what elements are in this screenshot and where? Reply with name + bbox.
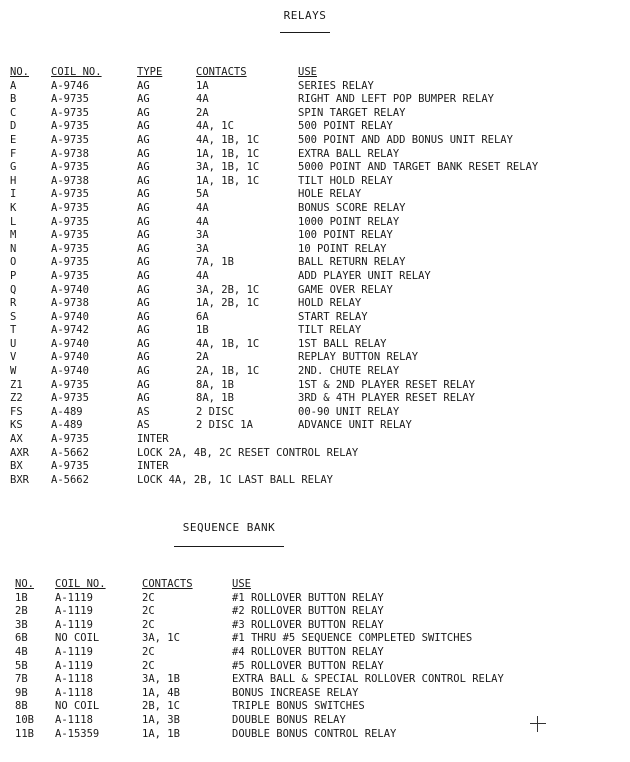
relay-no: S <box>10 310 17 323</box>
sequence-use: EXTRA BALL & SPECIAL ROLLOVER CONTROL RELAY <box>232 673 504 686</box>
sequence-contacts: 2C <box>142 591 155 604</box>
sequence-use: TRIPLE BONUS SWITCHES <box>232 700 365 713</box>
sequence-use: BONUS INCREASE RELAY <box>232 686 359 699</box>
relay-coil: A-9735 <box>51 256 89 269</box>
relay-no: T <box>10 324 17 337</box>
sequence-use: #5 ROLLOVER BUTTON RELAY <box>232 659 384 672</box>
relay-type: AG <box>137 351 150 364</box>
relay-no: L <box>10 215 17 228</box>
relay-type: AG <box>137 256 150 269</box>
relay-contacts: 3A <box>196 242 209 255</box>
header-type: TYPE <box>137 66 163 78</box>
sequence-contacts: 2C <box>142 659 155 672</box>
relay-use: ADD PLAYER UNIT RELAY <box>298 269 431 282</box>
relay-contacts: 8A, 1B <box>196 392 234 405</box>
relay-no: BX <box>10 460 23 473</box>
relay-contacts: 7A, 1B <box>196 256 234 269</box>
relay-no: E <box>10 133 17 146</box>
relay-contacts: 1A, 1B, 1C <box>196 174 260 187</box>
relay-type: AG <box>137 242 150 255</box>
sequence-contacts: 2B, 1C <box>142 700 180 713</box>
relay-use: TILT RELAY <box>298 324 362 337</box>
relay-no: C <box>10 106 17 119</box>
relay-type: AG <box>137 378 150 391</box>
sequence-use: #4 ROLLOVER BUTTON RELAY <box>232 645 384 658</box>
relay-contacts: 2A, 1B, 1C <box>196 365 260 378</box>
sequence-contacts: 3A, 1C <box>142 632 180 645</box>
sequence-no: 5B <box>15 659 28 672</box>
relay-use: 3RD & 4TH PLAYER RESET RELAY <box>298 392 476 405</box>
relay-contacts: 2A <box>196 106 209 119</box>
relay-no: R <box>10 297 17 310</box>
relay-coil: A-9735 <box>51 188 89 201</box>
relay-contacts: 2 DISC <box>196 405 234 418</box>
relay-no: BXR <box>10 473 29 486</box>
relay-coil: A-5662 <box>51 473 89 486</box>
sequence-no: 11B <box>15 727 34 740</box>
relay-coil: A-9735 <box>51 378 89 391</box>
relay-coil: A-9742 <box>51 324 89 337</box>
crosshair-cursor-icon <box>530 716 546 732</box>
sequence-use: DOUBLE BONUS CONTROL RELAY <box>232 727 397 740</box>
sequence-title: SEQUENCE BANK <box>182 521 276 534</box>
relay-use: BONUS SCORE RELAY <box>298 201 406 214</box>
relay-detail: INTER <box>137 460 169 473</box>
sequence-contacts: 3A, 1B <box>142 673 180 686</box>
relay-type: AG <box>137 269 150 282</box>
sequence-no: 6B <box>15 632 28 645</box>
relays-title-rule <box>280 32 330 33</box>
relay-coil: A-9735 <box>51 201 89 214</box>
relay-no: A <box>10 79 17 92</box>
relay-coil: A-9740 <box>51 365 89 378</box>
relay-detail: LOCK 2A, 4B, 2C RESET CONTROL RELAY <box>137 446 359 459</box>
sequence-contacts: 1A, 3B <box>142 713 180 726</box>
relay-type: AG <box>137 120 150 133</box>
relay-use: 1ST BALL RELAY <box>298 337 387 350</box>
relay-coil: A-489 <box>51 405 83 418</box>
relay-no: FS <box>10 405 23 418</box>
relay-use: 1ST & 2ND PLAYER RESET RELAY <box>298 378 476 391</box>
relay-type: AG <box>137 147 150 160</box>
relay-type: AG <box>137 201 150 214</box>
relay-no: KS <box>10 419 23 432</box>
relay-coil: A-9738 <box>51 174 89 187</box>
relay-coil: A-9735 <box>51 215 89 228</box>
relay-contacts: 1A <box>196 79 209 92</box>
relay-contacts: 1A, 2B, 1C <box>196 297 260 310</box>
relay-coil: A-489 <box>51 419 83 432</box>
relay-contacts: 4A, 1C <box>196 120 234 133</box>
header-use: USE <box>232 578 251 590</box>
relay-no: Z1 <box>10 378 23 391</box>
sequence-contacts: 2C <box>142 618 155 631</box>
relay-no: Q <box>10 283 17 296</box>
relay-no: K <box>10 201 17 214</box>
relay-no: F <box>10 147 17 160</box>
relay-use: SERIES RELAY <box>298 79 374 92</box>
sequence-use: #3 ROLLOVER BUTTON RELAY <box>232 618 384 631</box>
sequence-coil: A-1118 <box>55 673 93 686</box>
sequence-contacts: 2C <box>142 605 155 618</box>
sequence-coil: NO COIL <box>55 700 100 713</box>
relay-contacts: 2A <box>196 351 209 364</box>
relay-contacts: 4A <box>196 269 209 282</box>
relay-detail: INTER <box>137 433 169 446</box>
header-contacts: CONTACTS <box>142 578 193 590</box>
relay-coil: A-9735 <box>51 460 89 473</box>
relay-type: AG <box>137 365 150 378</box>
relay-coil: A-9735 <box>51 269 89 282</box>
relay-type: AG <box>137 161 150 174</box>
relay-coil: A-9735 <box>51 392 89 405</box>
relay-use: HOLE RELAY <box>298 188 362 201</box>
relay-no: AX <box>10 433 23 446</box>
relay-coil: A-9735 <box>51 93 89 106</box>
relay-no: B <box>10 93 17 106</box>
sequence-coil: A-1119 <box>55 618 93 631</box>
relay-coil: A-9735 <box>51 433 89 446</box>
sequence-contacts: 2C <box>142 645 155 658</box>
sequence-contacts: 1A, 1B <box>142 727 180 740</box>
relay-use: ADVANCE UNIT RELAY <box>298 419 412 432</box>
relay-coil: A-9738 <box>51 297 89 310</box>
relay-type: AG <box>137 283 150 296</box>
relay-contacts: 6A <box>196 310 209 323</box>
relay-coil: A-9735 <box>51 229 89 242</box>
sequence-use: #2 ROLLOVER BUTTON RELAY <box>232 605 384 618</box>
sequence-use: #1 ROLLOVER BUTTON RELAY <box>232 591 384 604</box>
relay-type: AG <box>137 188 150 201</box>
relay-use: BALL RETURN RELAY <box>298 256 406 269</box>
relay-use: 2ND. CHUTE RELAY <box>298 365 400 378</box>
relay-coil: A-9740 <box>51 337 89 350</box>
sequence-no: 8B <box>15 700 28 713</box>
relay-coil: A-9735 <box>51 242 89 255</box>
relay-no: N <box>10 242 17 255</box>
relay-type: AG <box>137 337 150 350</box>
relay-type: AG <box>137 310 150 323</box>
relay-no: D <box>10 120 17 133</box>
sequence-use: #1 THRU #5 SEQUENCE COMPLETED SWITCHES <box>232 632 473 645</box>
sequence-coil: A-1118 <box>55 713 93 726</box>
sequence-no: 1B <box>15 591 28 604</box>
relay-type: AG <box>137 106 150 119</box>
header-coil: COIL NO. <box>51 66 102 78</box>
relay-contacts: 1B <box>196 324 209 337</box>
relay-coil: A-9740 <box>51 351 89 364</box>
relay-contacts: 4A <box>196 201 209 214</box>
relay-coil: A-9735 <box>51 106 89 119</box>
sequence-no: 3B <box>15 618 28 631</box>
relay-use: EXTRA BALL RELAY <box>298 147 400 160</box>
relay-coil: A-9738 <box>51 147 89 160</box>
relay-type: AG <box>137 79 150 92</box>
sequence-no: 9B <box>15 686 28 699</box>
relay-coil: A-9740 <box>51 310 89 323</box>
relays-heading <box>250 9 360 33</box>
relay-no: H <box>10 174 17 187</box>
relay-type: AG <box>137 93 150 106</box>
relay-use: 1000 POINT RELAY <box>298 215 400 228</box>
relay-contacts: 2 DISC 1A <box>196 419 253 432</box>
header-coil: COIL NO. <box>55 578 106 590</box>
relay-type: AG <box>137 215 150 228</box>
relay-coil: A-9735 <box>51 161 89 174</box>
relay-type: AG <box>137 392 150 405</box>
relay-use: HOLD RELAY <box>298 297 362 310</box>
relay-no: V <box>10 351 17 364</box>
relay-contacts: 8A, 1B <box>196 378 234 391</box>
header-no: NO. <box>10 66 29 78</box>
sequence-coil: A-1119 <box>55 659 93 672</box>
sequence-heading <box>170 521 288 547</box>
relay-type: AG <box>137 133 150 146</box>
sequence-no: 7B <box>15 673 28 686</box>
sequence-contacts: 1A, 4B <box>142 686 180 699</box>
relay-use: 100 POINT RELAY <box>298 229 393 242</box>
relay-type: AG <box>137 229 150 242</box>
relay-use: 00-90 UNIT RELAY <box>298 405 400 418</box>
relay-type: AG <box>137 324 150 337</box>
sequence-coil: A-1119 <box>55 645 93 658</box>
relay-contacts: 1A, 1B, 1C <box>196 147 260 160</box>
sequence-coil: A-1118 <box>55 686 93 699</box>
relay-use: TILT HOLD RELAY <box>298 174 393 187</box>
relay-use: 5000 POINT AND TARGET BANK RESET RELAY <box>298 161 539 174</box>
relay-coil: A-9735 <box>51 120 89 133</box>
relays-title: RELAYS <box>283 9 327 22</box>
relay-no: AXR <box>10 446 29 459</box>
relay-no: G <box>10 161 17 174</box>
relay-contacts: 4A <box>196 215 209 228</box>
relay-type: AS <box>137 405 150 418</box>
sequence-use: DOUBLE BONUS RELAY <box>232 713 346 726</box>
relay-coil: A-9735 <box>51 133 89 146</box>
header-contacts: CONTACTS <box>196 66 247 78</box>
sequence-coil: A-1119 <box>55 605 93 618</box>
header-no: NO. <box>15 578 34 590</box>
relay-type: AG <box>137 174 150 187</box>
relay-contacts: 3A, 2B, 1C <box>196 283 260 296</box>
relay-no: U <box>10 337 17 350</box>
relay-no: Z2 <box>10 392 23 405</box>
relay-coil: A-9746 <box>51 79 89 92</box>
relay-contacts: 3A, 1B, 1C <box>196 161 260 174</box>
relay-use: 500 POINT RELAY <box>298 120 393 133</box>
relay-contacts: 4A <box>196 93 209 106</box>
relay-contacts: 4A, 1B, 1C <box>196 133 260 146</box>
relay-type: AG <box>137 297 150 310</box>
sequence-no: 10B <box>15 713 34 726</box>
relay-no: P <box>10 269 17 282</box>
relay-contacts: 5A <box>196 188 209 201</box>
sequence-no: 4B <box>15 645 28 658</box>
relay-contacts: 3A <box>196 229 209 242</box>
relay-coil: A-9740 <box>51 283 89 296</box>
relay-use: GAME OVER RELAY <box>298 283 393 296</box>
relay-use: RIGHT AND LEFT POP BUMPER RELAY <box>298 93 494 106</box>
relay-use: REPLAY BUTTON RELAY <box>298 351 419 364</box>
relay-no: O <box>10 256 17 269</box>
sequence-no: 2B <box>15 605 28 618</box>
sequence-coil: A-15359 <box>55 727 100 740</box>
relay-contacts: 4A, 1B, 1C <box>196 337 260 350</box>
relay-detail: LOCK 4A, 2B, 1C LAST BALL RELAY <box>137 473 333 486</box>
header-use: USE <box>298 66 317 78</box>
relay-no: I <box>10 188 17 201</box>
sequence-title-rule <box>174 546 284 547</box>
relay-use: START RELAY <box>298 310 368 323</box>
sequence-coil: NO COIL <box>55 632 100 645</box>
sequence-coil: A-1119 <box>55 591 93 604</box>
relay-use: SPIN TARGET RELAY <box>298 106 406 119</box>
relay-use: 500 POINT AND ADD BONUS UNIT RELAY <box>298 133 513 146</box>
relay-use: 10 POINT RELAY <box>298 242 387 255</box>
relay-no: W <box>10 365 17 378</box>
relay-coil: A-5662 <box>51 446 89 459</box>
relay-no: M <box>10 229 17 242</box>
relay-type: AS <box>137 419 150 432</box>
